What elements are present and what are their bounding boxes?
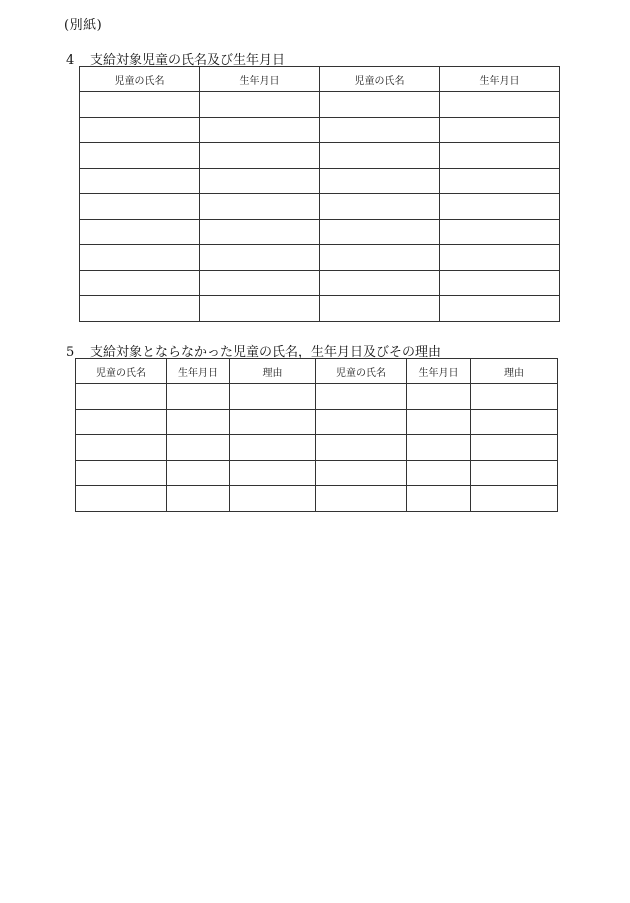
table-row	[80, 270, 560, 296]
table-row	[76, 435, 558, 461]
table-cell[interactable]	[230, 435, 316, 461]
table-cell[interactable]	[200, 270, 320, 296]
table-cell[interactable]	[471, 460, 558, 486]
table-cell[interactable]	[200, 143, 320, 169]
table-cell[interactable]	[440, 296, 560, 322]
table-cell[interactable]	[80, 245, 200, 271]
table-cell[interactable]	[167, 435, 230, 461]
table-cell[interactable]	[440, 168, 560, 194]
table-cell[interactable]	[320, 92, 440, 118]
table-cell[interactable]	[76, 486, 167, 512]
header-birthdate: 生年月日	[200, 67, 320, 92]
table-cell[interactable]	[440, 219, 560, 245]
table-cell[interactable]	[320, 143, 440, 169]
section-5-number: 5	[66, 345, 75, 360]
table-cell[interactable]	[230, 409, 316, 435]
table-cell[interactable]	[440, 117, 560, 143]
table-cell[interactable]	[440, 270, 560, 296]
table-cell[interactable]	[230, 384, 316, 410]
table-row	[80, 168, 560, 194]
table-cell[interactable]	[316, 409, 407, 435]
table-cell[interactable]	[407, 435, 471, 461]
table-cell[interactable]	[200, 245, 320, 271]
ineligible-children-table	[75, 358, 558, 512]
table-row	[80, 194, 560, 220]
table-row	[80, 92, 560, 118]
table-row	[76, 384, 558, 410]
table-row	[80, 296, 560, 322]
table-cell[interactable]	[80, 296, 200, 322]
table-cell[interactable]	[167, 486, 230, 512]
attachment-label: (別紙)	[64, 18, 103, 33]
table-cell[interactable]	[80, 92, 200, 118]
table-cell[interactable]	[80, 117, 200, 143]
table-cell[interactable]	[316, 435, 407, 461]
ineligible-children-rows	[76, 384, 558, 512]
table-cell[interactable]	[200, 296, 320, 322]
header-birthdate: 生年月日	[407, 359, 471, 384]
table-cell[interactable]	[167, 409, 230, 435]
header-reason: 理由	[471, 359, 558, 384]
table-cell[interactable]	[200, 92, 320, 118]
table-cell[interactable]	[320, 117, 440, 143]
section-4-title: 支給対象児童の氏名及び生年月日	[90, 53, 286, 68]
table-cell[interactable]	[440, 143, 560, 169]
table-header-row	[80, 67, 560, 92]
table-cell[interactable]	[230, 486, 316, 512]
table-cell[interactable]	[80, 143, 200, 169]
table-cell[interactable]	[76, 384, 167, 410]
header-child-name: 児童の氏名	[320, 67, 440, 92]
table-cell[interactable]	[471, 409, 558, 435]
table-cell[interactable]	[407, 409, 471, 435]
table-cell[interactable]	[440, 245, 560, 271]
section-4-number: 4	[66, 53, 75, 68]
table-row	[76, 460, 558, 486]
header-birthdate: 生年月日	[440, 67, 560, 92]
table-header-row	[76, 359, 558, 384]
table-cell[interactable]	[320, 245, 440, 271]
header-child-name: 児童の氏名	[80, 67, 200, 92]
table-cell[interactable]	[316, 384, 407, 410]
table-cell[interactable]	[200, 194, 320, 220]
table-cell[interactable]	[407, 486, 471, 512]
table-cell[interactable]	[200, 117, 320, 143]
table-cell[interactable]	[320, 219, 440, 245]
table-cell[interactable]	[80, 168, 200, 194]
table-cell[interactable]	[167, 384, 230, 410]
table-row	[76, 409, 558, 435]
table-cell[interactable]	[440, 92, 560, 118]
table-row	[80, 143, 560, 169]
table-cell[interactable]	[80, 270, 200, 296]
table-row	[76, 486, 558, 512]
table-cell[interactable]	[200, 168, 320, 194]
table-cell[interactable]	[80, 219, 200, 245]
table-cell[interactable]	[407, 460, 471, 486]
table-cell[interactable]	[320, 194, 440, 220]
table-cell[interactable]	[200, 219, 320, 245]
table-cell[interactable]	[316, 486, 407, 512]
section-5-title: 支給対象とならなかった児童の氏名，生年月日及びその理由	[90, 345, 442, 360]
table-row	[80, 117, 560, 143]
table-cell[interactable]	[471, 435, 558, 461]
header-child-name: 児童の氏名	[76, 359, 167, 384]
header-birthdate: 生年月日	[167, 359, 230, 384]
table-cell[interactable]	[76, 409, 167, 435]
table-cell[interactable]	[316, 460, 407, 486]
table-cell[interactable]	[230, 460, 316, 486]
header-child-name: 児童の氏名	[316, 359, 407, 384]
table-cell[interactable]	[320, 168, 440, 194]
table-cell[interactable]	[76, 460, 167, 486]
eligible-children-rows	[80, 92, 560, 322]
eligible-children-table	[79, 66, 560, 322]
table-cell[interactable]	[76, 435, 167, 461]
table-cell[interactable]	[80, 194, 200, 220]
table-cell[interactable]	[320, 296, 440, 322]
table-cell[interactable]	[407, 384, 471, 410]
table-cell[interactable]	[440, 194, 560, 220]
table-row	[80, 245, 560, 271]
table-cell[interactable]	[167, 460, 230, 486]
header-reason: 理由	[230, 359, 316, 384]
table-cell[interactable]	[471, 486, 558, 512]
table-cell[interactable]	[320, 270, 440, 296]
table-cell[interactable]	[471, 384, 558, 410]
table-row	[80, 219, 560, 245]
